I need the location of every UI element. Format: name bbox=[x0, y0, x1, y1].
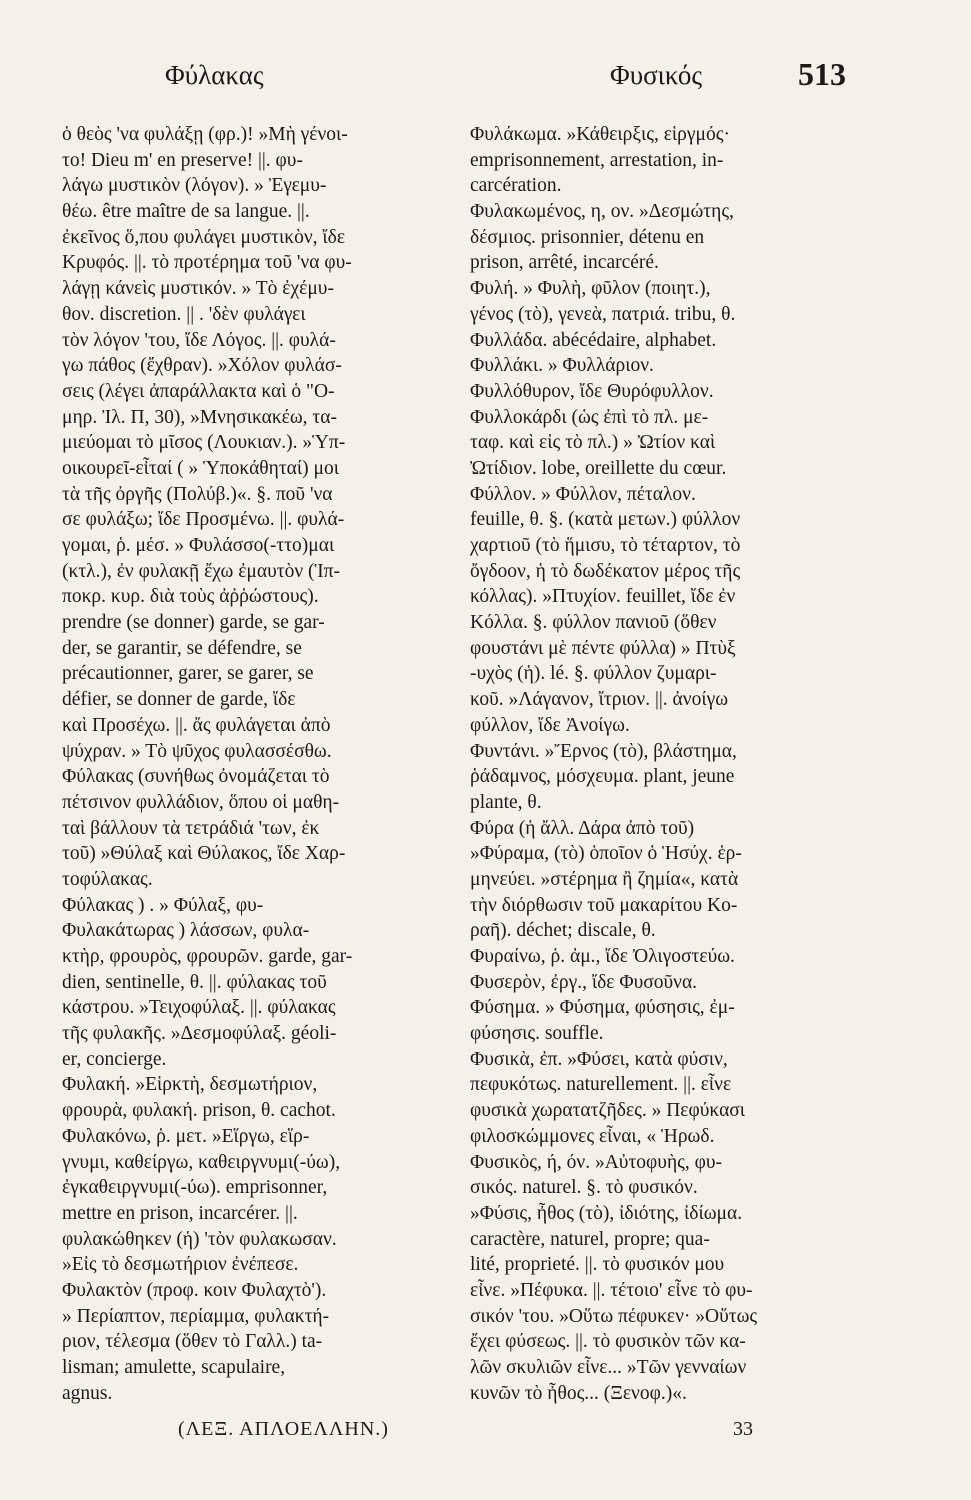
text-line: Φυσικὰ, ἐπ. »Φύσει, κατὰ φύσιν, bbox=[470, 1048, 728, 1070]
footer-sheet-number: 33 bbox=[733, 1418, 753, 1440]
text-line: Φυλλόθυρον, ἴδε Θυρόφυλλον. bbox=[470, 380, 714, 402]
text-line: τῆς φυλακῆς. »Δεσμοφύλαξ. géoli- bbox=[62, 1023, 337, 1045]
text-line: τὸν λόγον 'του, ἴδε Λόγος. ||. φυλά- bbox=[62, 329, 336, 351]
text-line: Φύλακας (συνήθως ὀνομάζεται τὸ bbox=[62, 766, 330, 788]
text-line: Φυλακωμένος, η, ον. »Δεσμώτης, bbox=[470, 201, 734, 223]
text-line: ἔχει φύσεως. ||. τὸ φυσικὸν τῶν κα- bbox=[470, 1331, 746, 1353]
text-line: » Περίαπτον, περίαμμα, φυλακτή- bbox=[62, 1305, 330, 1327]
text-line: λάγῃ κάνεὶς μυστικόν. » Τὸ ἐχέμυ- bbox=[62, 278, 334, 300]
text-line: »Φύσις, ἦθος (τὸ), ἰδιότης, ἰδίωμα. bbox=[470, 1202, 743, 1224]
text-line: κυνῶν τὸ ἦθος... (Ξενοφ.)«. bbox=[470, 1382, 687, 1404]
text-line: τοφύλακας. bbox=[62, 868, 153, 890]
text-line: prendre (se donner) garde, se gar- bbox=[62, 612, 325, 634]
text-line: πέτσινον φυλλάδιον, ὅπου οἱ μαθη- bbox=[62, 791, 340, 813]
text-line: lité, proprieté. ||. τὸ φυσικόν μου bbox=[470, 1254, 725, 1276]
text-line: Φυσικὸς, ή, όν. »Αὐτοφυὴς, φυ- bbox=[470, 1151, 723, 1173]
text-line: Φυλλοκάρδι (ὡς ἐπὶ τὸ πλ. με- bbox=[470, 406, 709, 428]
text-line: φυλακώθηκεν (ἡ) 'τὸν φυλακωσαν. bbox=[62, 1228, 337, 1250]
text-line: »Φύραμα, (τὸ) ὁποῖον ὁ Ἡσύχ. ἑρ- bbox=[470, 843, 742, 865]
text-line: der, se garantir, se défendre, se bbox=[62, 637, 302, 659]
text-line: Φυντάνι. »Ἔρνος (τὸ), βλάστημα, bbox=[470, 740, 737, 762]
left-column bbox=[62, 122, 442, 1406]
text-line: φιλοσκώμμονες εἶναι, « Ἡρωδ. bbox=[470, 1125, 715, 1147]
right-column bbox=[470, 122, 862, 1406]
text-line: τὴν διόρθωσιν τοῦ μακαρίτου Κο- bbox=[470, 894, 738, 916]
text-line: Ὠτίδιον. lobe, oreillette du cœur. bbox=[470, 457, 727, 479]
text-line: μιεύομαι τὸ μῖσος (Λουκιαν.). »Ὑπ- bbox=[62, 432, 346, 454]
text-line: Φύλλον. » Φύλλον, πέταλον. bbox=[470, 483, 696, 505]
text-line: Φυλλάδα. abécédaire, alphabet. bbox=[470, 329, 717, 351]
text-line: οικουρεῖ-εἶταί ( » Ὑποκάθηταί) μοι bbox=[62, 457, 339, 479]
text-line: ταὶ βάλλουν τὰ τετράδιά 'των, ἐκ bbox=[62, 817, 320, 839]
text-line: Φυλάκωμα. »Κάθειρξις, εἱργμός· bbox=[470, 124, 730, 145]
text-line: Φυλακάτωρας ) λάσσων, φυλα- bbox=[62, 920, 310, 942]
text-line: plante, θ. bbox=[470, 791, 542, 813]
text-line: mettre en prison, incarcérer. ||. bbox=[62, 1202, 298, 1224]
text-line: σικός. naturel. §. τὸ φυσικόν. bbox=[470, 1177, 698, 1199]
text-line: feuille, θ. §. (κατὰ μετων.) φύλλον bbox=[470, 509, 741, 531]
text-line: ἐγκαθειργνυμι(-ύω). emprisonner, bbox=[62, 1177, 328, 1199]
text-line: Φύλακας ) . » Φύλαξ, φυ- bbox=[62, 894, 264, 916]
running-head-right: Φυσικός bbox=[610, 60, 703, 90]
text-line: Φυραίνω, ῥ. ἀμ., ἴδε Ὀλιγοστεύω. bbox=[470, 946, 735, 967]
text-line: πεφυκότως. naturellement. ||. εἶνε bbox=[470, 1074, 732, 1096]
running-head-left: Φύλακας bbox=[165, 60, 264, 90]
text-line: φύλλον, ἴδε Ἀνοίγω. bbox=[470, 714, 630, 736]
text-line: φυσικὰ χωρατατζῆδες. » Πεφύκασι bbox=[470, 1100, 746, 1122]
text-line: τοῦ) »Θύλαξ καὶ Θύλακος, ἴδε Χαρ- bbox=[62, 843, 346, 865]
text-line: γω πάθος (ἔχθραν). »Χόλον φυλάσ- bbox=[62, 355, 342, 377]
text-line: caractère, naturel, propre; qua- bbox=[470, 1228, 710, 1250]
text-line: défier, se donner de garde, ἴδε bbox=[62, 689, 296, 711]
text-line: καὶ Προσέχω. ||. ἄς φυλάγεται ἀπὸ bbox=[62, 714, 331, 736]
text-line: λῶν σκυλιῶν εἶνε... »Τῶν γενναίων bbox=[470, 1357, 747, 1378]
text-line: lisman; amulette, scapulaire, bbox=[62, 1357, 286, 1378]
text-line: το! Dieu m' en preserve! ||. φυ- bbox=[62, 149, 303, 171]
footer-signature: (ΛΕΞ. ΑΠΛΟΕΛΛΗΝ.) bbox=[178, 1418, 389, 1440]
text-line: Φυλακτὸν (προφ. κοιν Φυλαχτὸ'). bbox=[62, 1279, 327, 1301]
text-line: Κρυφός. ||. τὸ προτέρημα τοῦ 'να φυ- bbox=[62, 252, 352, 274]
text-line: Φυλλάκι. » Φυλλάριον. bbox=[470, 355, 654, 377]
page-number: 513 bbox=[798, 56, 846, 92]
text-line: Φυσερὸν, ἐργ., ἴδε Φυσοῦνα. bbox=[470, 971, 698, 993]
text-line: δέσμιος. prisonnier, détenu en bbox=[470, 226, 705, 248]
text-line: φύσησις. souffle. bbox=[470, 1023, 604, 1045]
text-line: σεις (λέγει ἀπαράλλακτα καὶ ὁ "Ο- bbox=[62, 380, 335, 402]
text-line: εἶνε. »Πέφυκα. ||. τέτοιο' εἶνε τὸ φυ- bbox=[470, 1279, 753, 1301]
text-line: ῥάδαμνος, μόσχευμα. plant, jeune bbox=[470, 766, 735, 788]
text-line: σικόν 'του. »Οὕτω πέφυκεν· »Οὕτως bbox=[470, 1305, 758, 1327]
text-line: ριον, τέλεσμα (ὅθεν τὸ Γαλλ.) ta- bbox=[62, 1331, 323, 1353]
text-line: dien, sentinelle, θ. ||. φύλακας τοῦ bbox=[62, 971, 327, 993]
text-line: Κόλλα. §. φύλλον πανιοῦ (ὅθεν bbox=[470, 612, 717, 634]
text-line: κάστρου. »Τειχοφύλαξ. ||. φύλακας bbox=[62, 997, 336, 1019]
text-line: κοῦ. »Λάγανον, ἴτριον. ||. ἀνοίγω bbox=[470, 689, 729, 711]
text-line: ὁ θεὸς 'να φυλάξῃ (φρ.)! »Μὴ γένοι- bbox=[62, 124, 348, 145]
text-line: ψύχραν. » Τὸ ψῦχος φυλασσέσθω. bbox=[62, 740, 332, 762]
text-line: γομαι, ῥ. μέσ. » Φυλάσσο(-ττο)μαι bbox=[62, 535, 335, 556]
text-line: φουστάνι μὲ πέντε φύλλα) » Πτὺξ bbox=[470, 637, 736, 659]
text-line: »Εἰς τὸ δεσμωτήριον ἐνέπεσε. bbox=[62, 1254, 299, 1276]
text-line: κόλλας). »Πτυχίον. feuillet, ἴδε ἐν bbox=[470, 586, 736, 608]
text-line: ὄγδοον, ἡ τὸ δωδέκατον μέρος τῆς bbox=[470, 560, 741, 582]
text-line: ἐκεῖνος ὅ,που φυλάγει μυστικὸν, ἴδε bbox=[62, 226, 346, 248]
text-line: ποκρ. κυρ. διὰ τοὺς ἀῤῥώστους). bbox=[62, 586, 319, 608]
text-line: Φύσημα. » Φύσημα, φύσησις, ἐμ- bbox=[470, 997, 735, 1019]
text-line: Φύρα (ἡ ἄλλ. Δάρα ἀπὸ τοῦ) bbox=[470, 817, 695, 839]
text-line: γνυμι, καθείργω, καθειργνυμι(-ύω), bbox=[62, 1151, 341, 1173]
text-line: ραῆ). déchet; discale, θ. bbox=[470, 920, 656, 942]
text-line: -υχὸς (ἡ). lé. §. φύλλον ζυμαρι- bbox=[470, 663, 717, 685]
text-line: prison, arrêté, incarcéré. bbox=[470, 252, 659, 274]
text-line: précautionner, garer, se garer, se bbox=[62, 663, 314, 685]
text-line: λάγω μυστικὸν (λόγον). » Ἐγεμυ- bbox=[62, 175, 327, 197]
text-line: agnus. bbox=[62, 1382, 113, 1404]
text-line: θον. discretion. || . 'δὲν φυλάγει bbox=[62, 303, 306, 325]
text-line: Φυλή. » Φυλὴ, φῦλον (ποιητ.), bbox=[470, 278, 711, 300]
text-line: emprisonnement, arrestation, in- bbox=[470, 149, 724, 171]
text-line: (κτλ.), ἐν φυλακῇ ἔχω ἐμαυτὸν (Ἱπ- bbox=[62, 560, 341, 582]
text-line: er, concierge. bbox=[62, 1048, 167, 1070]
text-line: μηνεύει. »στέρημα ἢ ζημία«, κατὰ bbox=[470, 868, 739, 890]
text-line: carcération. bbox=[470, 175, 562, 197]
text-line: Φυλακή. »Εἱρκτὴ, δεσμωτήριον, bbox=[62, 1074, 318, 1096]
text-line: κτὴρ, φρουρὸς, φρουρῶν. garde, gar- bbox=[62, 946, 353, 967]
text-line: τὰ τῆς ὀργῆς (Πολύβ.)«. §. ποῦ 'να bbox=[62, 483, 333, 505]
text-line: φρουρὰ, φυλακή. prison, θ. cachot. bbox=[62, 1100, 336, 1122]
text-line: Φυλακόνω, ῥ. μετ. »Εἵργω, εἵρ- bbox=[62, 1125, 310, 1147]
text-line: μηρ. Ἰλ. Π, 30), »Μνησικακέω, τα- bbox=[62, 406, 337, 428]
text-line: γένος (τὸ), γενεὰ, πατριά. tribu, θ. bbox=[470, 303, 736, 325]
text-line: σε φυλάξω; ἴδε Προσμένω. ||. φυλά- bbox=[62, 509, 345, 531]
text-line: ταφ. καὶ εἰς τὸ πλ.) » Ὠτίον καὶ bbox=[470, 432, 716, 454]
text-line: χαρτιοῦ (τὸ ἥμισυ, τὸ τέταρτον, τὸ bbox=[470, 535, 741, 556]
text-line: θέω. être maître de sa langue. ||. bbox=[62, 201, 310, 223]
